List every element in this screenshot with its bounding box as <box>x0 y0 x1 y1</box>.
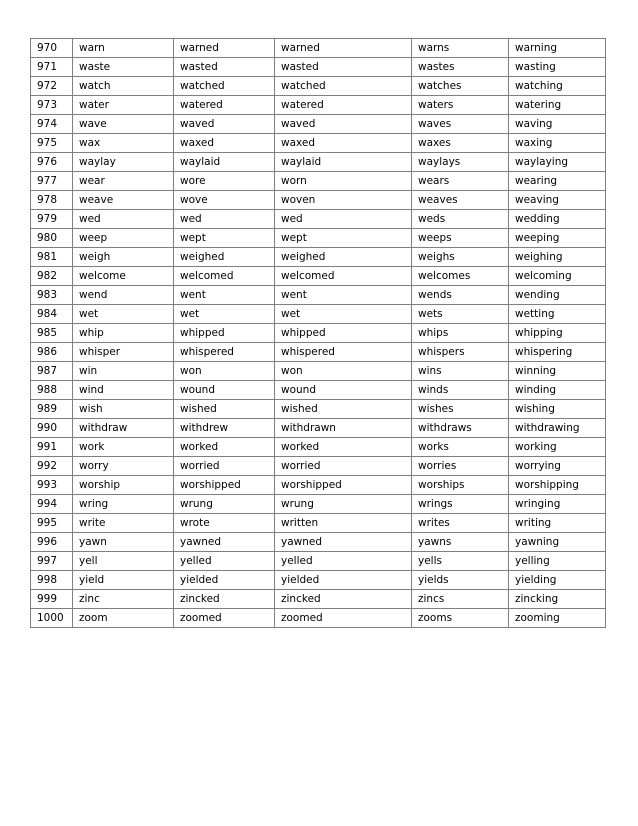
present-participle-cell: wasting <box>509 58 606 77</box>
row-number-cell: 996 <box>31 533 73 552</box>
present-participle-cell: wetting <box>509 305 606 324</box>
past-simple-cell: wore <box>174 172 275 191</box>
third-person-form-cell: zincs <box>412 590 509 609</box>
base-form-cell: zinc <box>73 590 174 609</box>
present-participle-cell: zooming <box>509 609 606 628</box>
past-participle-cell: wept <box>275 229 412 248</box>
base-form-cell: zoom <box>73 609 174 628</box>
third-person-form-cell: waters <box>412 96 509 115</box>
third-person-form-cell: zooms <box>412 609 509 628</box>
table-row <box>31 457 606 476</box>
table-row <box>31 210 606 229</box>
past-participle-cell: wet <box>275 305 412 324</box>
third-person-form-cell: wends <box>412 286 509 305</box>
past-simple-cell: wasted <box>174 58 275 77</box>
base-form-cell: watch <box>73 77 174 96</box>
present-participle-cell: waving <box>509 115 606 134</box>
table-row <box>31 381 606 400</box>
row-number-cell: 981 <box>31 248 73 267</box>
row-number-cell: 992 <box>31 457 73 476</box>
table-row <box>31 305 606 324</box>
row-number-cell: 980 <box>31 229 73 248</box>
base-form-cell: work <box>73 438 174 457</box>
table-row <box>31 419 606 438</box>
table-row <box>31 248 606 267</box>
row-number-cell: 987 <box>31 362 73 381</box>
row-number-cell: 984 <box>31 305 73 324</box>
past-participle-cell: worried <box>275 457 412 476</box>
present-participle-cell: watching <box>509 77 606 96</box>
base-form-cell: welcome <box>73 267 174 286</box>
table-row <box>31 533 606 552</box>
present-participle-cell: yawning <box>509 533 606 552</box>
table-row <box>31 362 606 381</box>
third-person-form-cell: wins <box>412 362 509 381</box>
present-participle-cell: worshipping <box>509 476 606 495</box>
base-form-cell: waste <box>73 58 174 77</box>
past-participle-cell: won <box>275 362 412 381</box>
present-participle-cell: wending <box>509 286 606 305</box>
past-participle-cell: waxed <box>275 134 412 153</box>
third-person-form-cell: watches <box>412 77 509 96</box>
past-simple-cell: yielded <box>174 571 275 590</box>
third-person-form-cell: worries <box>412 457 509 476</box>
past-simple-cell: wished <box>174 400 275 419</box>
base-form-cell: yell <box>73 552 174 571</box>
present-participle-cell: whipping <box>509 324 606 343</box>
past-participle-cell: watered <box>275 96 412 115</box>
base-form-cell: wave <box>73 115 174 134</box>
past-participle-cell: worn <box>275 172 412 191</box>
past-simple-cell: wed <box>174 210 275 229</box>
third-person-form-cell: waves <box>412 115 509 134</box>
past-simple-cell: wrung <box>174 495 275 514</box>
past-participle-cell: wrung <box>275 495 412 514</box>
third-person-form-cell: works <box>412 438 509 457</box>
past-participle-cell: yelled <box>275 552 412 571</box>
base-form-cell: write <box>73 514 174 533</box>
past-participle-cell: zincked <box>275 590 412 609</box>
present-participle-cell: worrying <box>509 457 606 476</box>
third-person-form-cell: wastes <box>412 58 509 77</box>
present-participle-cell: writing <box>509 514 606 533</box>
verb-table-body <box>31 39 606 628</box>
past-participle-cell: withdrawn <box>275 419 412 438</box>
past-participle-cell: worshipped <box>275 476 412 495</box>
past-simple-cell: zoomed <box>174 609 275 628</box>
row-number-cell: 976 <box>31 153 73 172</box>
row-number-cell: 983 <box>31 286 73 305</box>
row-number-cell: 991 <box>31 438 73 457</box>
row-number-cell: 995 <box>31 514 73 533</box>
past-participle-cell: wound <box>275 381 412 400</box>
base-form-cell: wind <box>73 381 174 400</box>
row-number-cell: 989 <box>31 400 73 419</box>
table-row <box>31 495 606 514</box>
present-participle-cell: wedding <box>509 210 606 229</box>
past-simple-cell: won <box>174 362 275 381</box>
base-form-cell: whip <box>73 324 174 343</box>
table-row <box>31 514 606 533</box>
table-row <box>31 400 606 419</box>
third-person-form-cell: yields <box>412 571 509 590</box>
table-row <box>31 153 606 172</box>
past-participle-cell: yawned <box>275 533 412 552</box>
present-participle-cell: whispering <box>509 343 606 362</box>
past-simple-cell: wove <box>174 191 275 210</box>
third-person-form-cell: worships <box>412 476 509 495</box>
base-form-cell: wax <box>73 134 174 153</box>
past-participle-cell: went <box>275 286 412 305</box>
past-simple-cell: warned <box>174 39 275 58</box>
table-row <box>31 39 606 58</box>
present-participle-cell: weighing <box>509 248 606 267</box>
past-simple-cell: waxed <box>174 134 275 153</box>
third-person-form-cell: waylays <box>412 153 509 172</box>
present-participle-cell: working <box>509 438 606 457</box>
past-simple-cell: watched <box>174 77 275 96</box>
row-number-cell: 990 <box>31 419 73 438</box>
third-person-form-cell: weeps <box>412 229 509 248</box>
table-row <box>31 77 606 96</box>
table-row <box>31 286 606 305</box>
past-participle-cell: waved <box>275 115 412 134</box>
third-person-form-cell: weighs <box>412 248 509 267</box>
past-simple-cell: worried <box>174 457 275 476</box>
past-simple-cell: whispered <box>174 343 275 362</box>
past-simple-cell: watered <box>174 96 275 115</box>
third-person-form-cell: wears <box>412 172 509 191</box>
third-person-form-cell: wrings <box>412 495 509 514</box>
row-number-cell: 974 <box>31 115 73 134</box>
past-simple-cell: yawned <box>174 533 275 552</box>
row-number-cell: 997 <box>31 552 73 571</box>
base-form-cell: wet <box>73 305 174 324</box>
row-number-cell: 978 <box>31 191 73 210</box>
past-simple-cell: zincked <box>174 590 275 609</box>
row-number-cell: 975 <box>31 134 73 153</box>
present-participle-cell: zincking <box>509 590 606 609</box>
base-form-cell: withdraw <box>73 419 174 438</box>
present-participle-cell: yielding <box>509 571 606 590</box>
base-form-cell: worship <box>73 476 174 495</box>
table-row <box>31 609 606 628</box>
third-person-form-cell: yells <box>412 552 509 571</box>
present-participle-cell: watering <box>509 96 606 115</box>
base-form-cell: water <box>73 96 174 115</box>
row-number-cell: 973 <box>31 96 73 115</box>
row-number-cell: 993 <box>31 476 73 495</box>
third-person-form-cell: wets <box>412 305 509 324</box>
row-number-cell: 972 <box>31 77 73 96</box>
table-row <box>31 590 606 609</box>
past-participle-cell: whispered <box>275 343 412 362</box>
third-person-form-cell: whips <box>412 324 509 343</box>
row-number-cell: 971 <box>31 58 73 77</box>
base-form-cell: wed <box>73 210 174 229</box>
third-person-form-cell: welcomes <box>412 267 509 286</box>
table-row <box>31 172 606 191</box>
table-row <box>31 229 606 248</box>
past-simple-cell: whipped <box>174 324 275 343</box>
present-participle-cell: waylaying <box>509 153 606 172</box>
base-form-cell: wish <box>73 400 174 419</box>
row-number-cell: 994 <box>31 495 73 514</box>
past-participle-cell: wasted <box>275 58 412 77</box>
present-participle-cell: wearing <box>509 172 606 191</box>
present-participle-cell: wishing <box>509 400 606 419</box>
table-row <box>31 267 606 286</box>
past-simple-cell: wet <box>174 305 275 324</box>
row-number-cell: 985 <box>31 324 73 343</box>
row-number-cell: 998 <box>31 571 73 590</box>
base-form-cell: whisper <box>73 343 174 362</box>
past-simple-cell: went <box>174 286 275 305</box>
row-number-cell: 1000 <box>31 609 73 628</box>
third-person-form-cell: weds <box>412 210 509 229</box>
third-person-form-cell: waxes <box>412 134 509 153</box>
present-participle-cell: weaving <box>509 191 606 210</box>
past-participle-cell: wished <box>275 400 412 419</box>
present-participle-cell: waxing <box>509 134 606 153</box>
table-row <box>31 438 606 457</box>
past-participle-cell: watched <box>275 77 412 96</box>
third-person-form-cell: writes <box>412 514 509 533</box>
past-simple-cell: waylaid <box>174 153 275 172</box>
past-simple-cell: waved <box>174 115 275 134</box>
row-number-cell: 999 <box>31 590 73 609</box>
table-row <box>31 324 606 343</box>
base-form-cell: yield <box>73 571 174 590</box>
row-number-cell: 977 <box>31 172 73 191</box>
past-simple-cell: worked <box>174 438 275 457</box>
third-person-form-cell: warns <box>412 39 509 58</box>
third-person-form-cell: weaves <box>412 191 509 210</box>
row-number-cell: 982 <box>31 267 73 286</box>
present-participle-cell: weeping <box>509 229 606 248</box>
base-form-cell: warn <box>73 39 174 58</box>
row-number-cell: 979 <box>31 210 73 229</box>
table-row <box>31 191 606 210</box>
past-simple-cell: welcomed <box>174 267 275 286</box>
base-form-cell: wend <box>73 286 174 305</box>
third-person-form-cell: wishes <box>412 400 509 419</box>
table-row <box>31 134 606 153</box>
past-simple-cell: wept <box>174 229 275 248</box>
present-participle-cell: winding <box>509 381 606 400</box>
present-participle-cell: welcoming <box>509 267 606 286</box>
past-participle-cell: whipped <box>275 324 412 343</box>
base-form-cell: win <box>73 362 174 381</box>
base-form-cell: weave <box>73 191 174 210</box>
past-participle-cell: warned <box>275 39 412 58</box>
table-row <box>31 115 606 134</box>
base-form-cell: wear <box>73 172 174 191</box>
past-participle-cell: zoomed <box>275 609 412 628</box>
table-row <box>31 343 606 362</box>
table-row <box>31 476 606 495</box>
past-participle-cell: yielded <box>275 571 412 590</box>
past-simple-cell: worshipped <box>174 476 275 495</box>
row-number-cell: 988 <box>31 381 73 400</box>
base-form-cell: worry <box>73 457 174 476</box>
base-form-cell: yawn <box>73 533 174 552</box>
present-participle-cell: withdrawing <box>509 419 606 438</box>
third-person-form-cell: withdraws <box>412 419 509 438</box>
past-simple-cell: wrote <box>174 514 275 533</box>
table-row <box>31 96 606 115</box>
present-participle-cell: wringing <box>509 495 606 514</box>
third-person-form-cell: yawns <box>412 533 509 552</box>
base-form-cell: weigh <box>73 248 174 267</box>
past-simple-cell: yelled <box>174 552 275 571</box>
past-participle-cell: waylaid <box>275 153 412 172</box>
past-simple-cell: wound <box>174 381 275 400</box>
row-number-cell: 986 <box>31 343 73 362</box>
table-row <box>31 552 606 571</box>
base-form-cell: wring <box>73 495 174 514</box>
past-participle-cell: welcomed <box>275 267 412 286</box>
past-participle-cell: written <box>275 514 412 533</box>
present-participle-cell: warning <box>509 39 606 58</box>
table-row <box>31 571 606 590</box>
past-participle-cell: woven <box>275 191 412 210</box>
past-participle-cell: weighed <box>275 248 412 267</box>
base-form-cell: waylay <box>73 153 174 172</box>
row-number-cell: 970 <box>31 39 73 58</box>
present-participle-cell: yelling <box>509 552 606 571</box>
present-participle-cell: winning <box>509 362 606 381</box>
base-form-cell: weep <box>73 229 174 248</box>
third-person-form-cell: winds <box>412 381 509 400</box>
verb-forms-table <box>30 38 606 628</box>
third-person-form-cell: whispers <box>412 343 509 362</box>
table-row <box>31 58 606 77</box>
past-simple-cell: withdrew <box>174 419 275 438</box>
past-participle-cell: wed <box>275 210 412 229</box>
past-participle-cell: worked <box>275 438 412 457</box>
past-simple-cell: weighed <box>174 248 275 267</box>
